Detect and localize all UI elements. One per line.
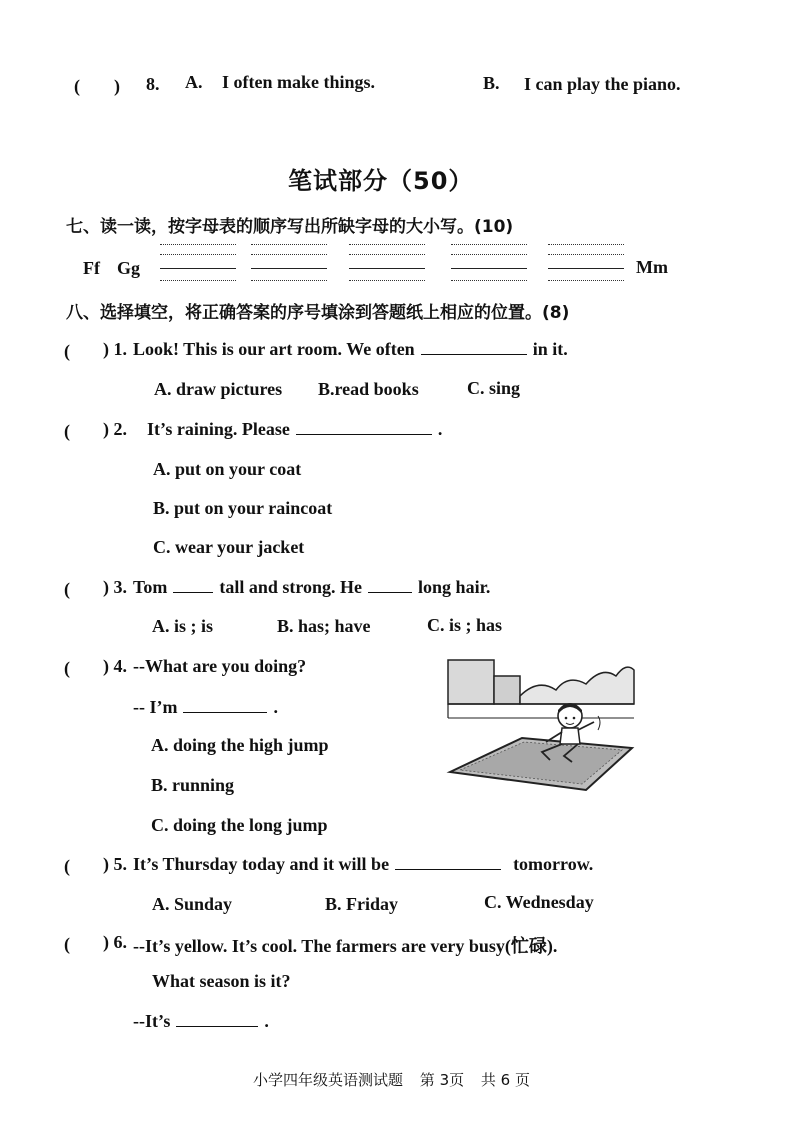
q2-option-b: B. put on your raincoat <box>153 498 333 518</box>
q5-blank[interactable] <box>395 868 501 870</box>
footer-page: 第 3页 <box>419 1071 465 1089</box>
q3-blank-2[interactable] <box>368 591 412 593</box>
long-jump-illustration <box>446 656 636 792</box>
q3-option-a: A. is ; is <box>152 616 214 636</box>
q6-line2: What season is it? <box>152 971 291 991</box>
footer-title: 小学四年级英语测试题 <box>253 1071 404 1089</box>
q1-text: Look! This is our art room. We often in it. <box>133 339 568 359</box>
option-b-text: I can play the piano. <box>524 74 681 94</box>
q4-paren: ( <box>64 658 70 678</box>
q4-option-a: A. doing the high jump <box>151 735 329 755</box>
q1-number: ) 1. <box>103 339 127 359</box>
option-a-label: A. <box>185 72 203 92</box>
writing-grid-3[interactable] <box>349 244 425 284</box>
writing-grid-1[interactable] <box>160 244 236 284</box>
writing-grid-2[interactable] <box>251 244 327 284</box>
q3-text: Tom tall and strong. He long hair. <box>133 577 491 597</box>
q4-line2: -- I’m . <box>133 697 278 717</box>
q1-option-a: A. draw pictures <box>154 379 283 399</box>
q1-blank[interactable] <box>421 353 527 355</box>
q6-blank[interactable] <box>176 1025 258 1027</box>
q2-number: ) 2. <box>103 419 127 439</box>
q6-line1: --It’s yellow. It’s cool. The farmers are very busy(忙碌). <box>133 936 558 956</box>
q5-paren: ( <box>64 856 70 876</box>
q2-text: It’s raining. Please . <box>147 419 443 439</box>
q4-option-c: C. doing the long jump <box>151 815 328 835</box>
q6-paren: ( <box>64 934 70 954</box>
q5-text: It’s Thursday today and it will be tomorrow. <box>133 854 594 874</box>
q1-paren: ( <box>64 341 70 361</box>
given-letter-mm: Mm <box>636 257 668 277</box>
question-number: 8. <box>146 74 160 94</box>
q3-number: ) 3. <box>103 577 127 597</box>
writing-grid-5[interactable] <box>548 244 624 284</box>
q5-option-b: B. Friday <box>325 894 399 914</box>
given-letter-gg: Gg <box>117 258 141 278</box>
q3-paren: ( <box>64 579 70 599</box>
q4-line1: --What are you doing? <box>133 656 307 676</box>
q3-option-c: C. is ; has <box>427 615 503 635</box>
q4-number: ) 4. <box>103 656 127 676</box>
q5-number: ) 5. <box>103 854 127 874</box>
given-letter-ff: Ff <box>83 258 100 278</box>
q4-option-b: B. running <box>151 775 235 795</box>
q3-option-b: B. has; have <box>277 616 371 636</box>
q5-option-c: C. Wednesday <box>484 892 594 912</box>
option-b-label: B. <box>483 73 500 93</box>
q1-option-c: C. sing <box>467 378 521 398</box>
q2-blank[interactable] <box>296 433 432 435</box>
q3-blank-1[interactable] <box>173 591 213 593</box>
page-footer <box>253 1069 530 1090</box>
section8-heading: 八、选择填空，将正确答案的序号填涂到答题纸上相应的位置。(8) <box>66 303 570 323</box>
answer-paren-close: ) <box>114 76 120 96</box>
q2-option-c: C. wear your jacket <box>153 537 305 557</box>
q6-line3: --It’s . <box>133 1011 269 1031</box>
written-section-title: 笔试部分（50） <box>288 167 474 195</box>
footer-total: 共 6 页 <box>480 1071 530 1089</box>
writing-grid-4[interactable] <box>451 244 527 284</box>
option-a-text: I often make things. <box>222 72 376 92</box>
q2-option-a: A. put on your coat <box>153 459 302 479</box>
q5-option-a: A. Sunday <box>152 894 233 914</box>
q2-paren: ( <box>64 421 70 441</box>
section7-heading: 七、读一读，按字母表的顺序写出所缺字母的大小写。(10) <box>66 217 514 237</box>
answer-paren-open: ( <box>74 76 80 96</box>
q1-option-b: B.read books <box>318 379 419 399</box>
q4-blank[interactable] <box>183 711 267 713</box>
q6-number: ) 6. <box>103 932 127 952</box>
